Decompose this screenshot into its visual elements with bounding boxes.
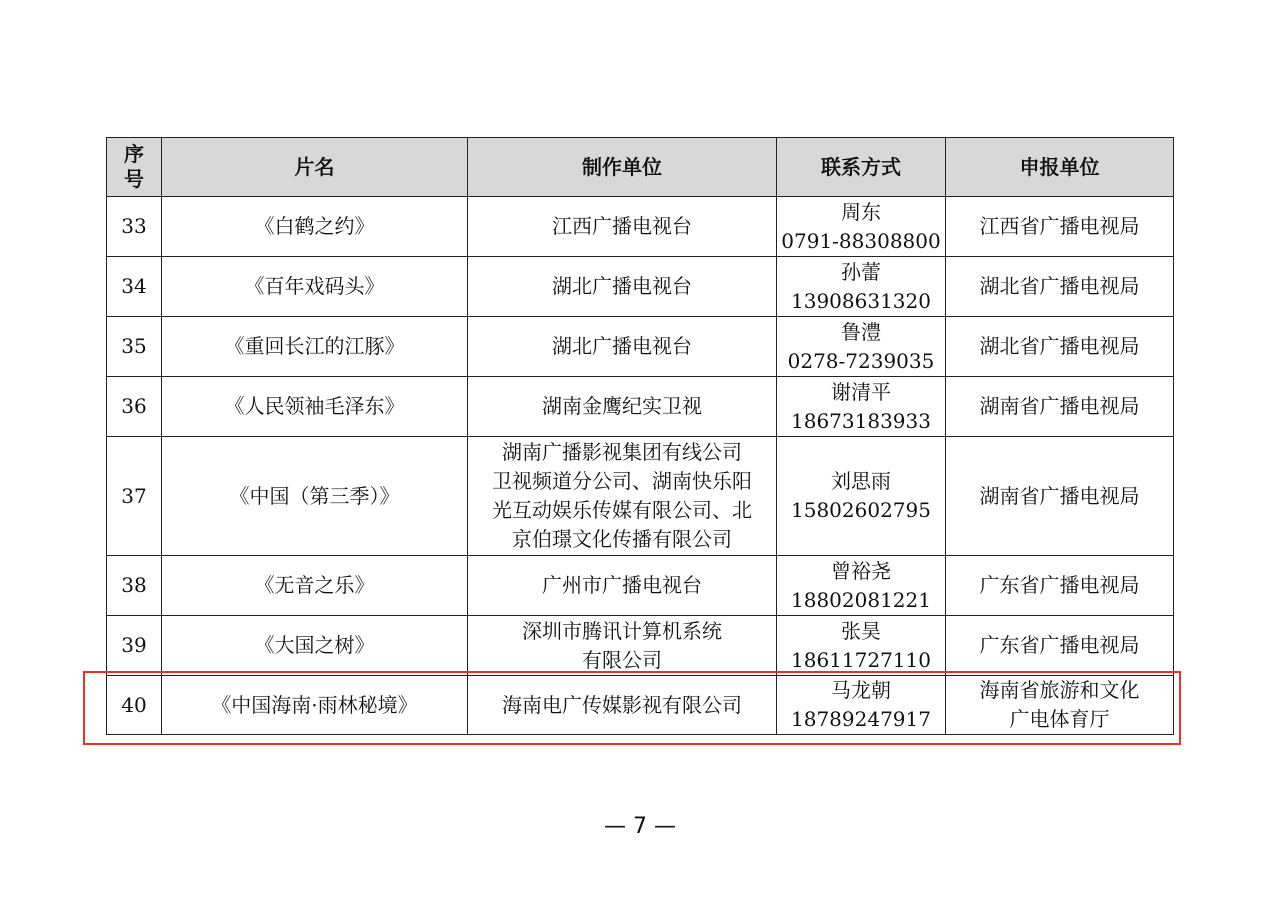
header-producer: 制作单位: [468, 138, 777, 197]
row-title: 《大国之树》: [162, 616, 468, 676]
row-applicant: [946, 676, 1174, 735]
contact-phone: 0791-88308800: [781, 228, 941, 253]
row-applicant: [946, 257, 1174, 317]
table-row: [107, 197, 1174, 257]
table-row-highlighted: [107, 676, 1174, 735]
row-seq: 40: [107, 676, 162, 735]
row-title: 《白鹤之约》: [162, 197, 468, 257]
table-row: [107, 556, 1174, 616]
row-producer: [468, 377, 777, 437]
applicant-line: 湖北省广播电视局: [979, 274, 1140, 298]
row-applicant: [946, 437, 1174, 556]
row-title: 《重回长江的江豚》: [162, 317, 468, 377]
table-row: [107, 317, 1174, 377]
header-contact: 联系方式: [777, 138, 946, 197]
applicant-line: 湖南省广播电视局: [979, 483, 1140, 508]
contact-phone: 13908631320: [791, 288, 931, 313]
table-header-row: [107, 138, 1174, 197]
applicant-line: 海南省旅游和文化: [979, 678, 1140, 702]
row-contact: [777, 317, 946, 377]
table-row: [107, 257, 1174, 317]
table-row: [107, 377, 1174, 437]
contact-name: 鲁澧: [841, 319, 881, 344]
producer-line: 湖南金鹰纪实卫视: [542, 394, 702, 418]
producer-line: 有限公司: [582, 647, 662, 672]
page-number: — 7 —: [604, 814, 676, 839]
documentary-roster-table: [106, 137, 1174, 735]
producer-line: 京伯璟文化传播有限公司: [512, 527, 732, 551]
row-seq: 36: [107, 377, 162, 437]
contact-name: 孙蕾: [841, 259, 881, 284]
contact-phone: 18789247917: [791, 707, 931, 731]
row-seq: 34: [107, 257, 162, 317]
row-contact: [777, 676, 946, 735]
row-seq: 39: [107, 616, 162, 676]
header-title: 片名: [162, 138, 468, 197]
contact-phone: 0278-7239035: [787, 348, 935, 373]
row-title: 《人民领袖毛泽东》: [162, 377, 468, 437]
producer-line: 湖北广播电视台: [552, 334, 692, 358]
row-applicant: [946, 616, 1174, 676]
row-seq: 33: [107, 197, 162, 257]
producer-line: 湖北广播电视台: [552, 274, 692, 298]
row-producer: [468, 556, 777, 616]
row-title: 《中国（第三季）》: [162, 437, 468, 556]
applicant-line: 江西省广播电视局: [979, 214, 1140, 238]
applicant-line: 广东省广播电视局: [979, 633, 1140, 657]
contact-phone: 18673183933: [791, 408, 931, 433]
row-contact: [777, 556, 946, 616]
row-contact: [777, 377, 946, 437]
applicant-line: 湖北省广播电视局: [979, 334, 1140, 358]
row-contact: [777, 197, 946, 257]
producer-line: 湖南广播影视集团有线公司: [502, 440, 742, 464]
contact-name: 马龙朝: [831, 678, 891, 702]
contact-name: 谢清平: [831, 379, 891, 404]
producer-line: 广州市广播电视台: [542, 573, 702, 597]
producer-line: 光互动娱乐传媒有限公司、北: [492, 498, 752, 522]
row-contact: [777, 437, 946, 556]
header-seq: [107, 138, 162, 197]
row-seq: 38: [107, 556, 162, 616]
row-applicant: [946, 556, 1174, 616]
contact-name: 张昊: [841, 618, 881, 643]
applicant-line: 广电体育厅: [1009, 707, 1110, 731]
row-applicant: [946, 317, 1174, 377]
header-applicant: 申报单位: [946, 138, 1174, 197]
row-producer: [468, 257, 777, 317]
row-title: 《中国海南·雨林秘境》: [162, 676, 468, 735]
table-row: [107, 616, 1174, 676]
row-producer: [468, 197, 777, 257]
applicant-line: 湖南省广播电视局: [979, 394, 1140, 418]
contact-phone: 18802081221: [791, 587, 931, 612]
producer-line: 深圳市腾讯计算机系统: [522, 618, 722, 643]
header-seq-line2: 号: [124, 167, 144, 191]
contact-phone: 15802602795: [791, 498, 931, 522]
row-applicant: [946, 377, 1174, 437]
applicant-line: 广东省广播电视局: [979, 573, 1140, 597]
row-producer: [468, 437, 777, 556]
contact-name: 周东: [841, 199, 881, 224]
contact-name: 刘思雨: [831, 469, 891, 493]
row-applicant: [946, 197, 1174, 257]
contact-name: 曾裕尧: [831, 558, 891, 583]
header-seq-line1: 序: [124, 142, 144, 166]
row-title: 《无音之乐》: [162, 556, 468, 616]
table-row: [107, 437, 1174, 556]
row-producer: [468, 616, 777, 676]
row-title: 《百年戏码头》: [162, 257, 468, 317]
row-seq: 37: [107, 437, 162, 556]
contact-phone: 18611727110: [791, 647, 931, 672]
row-seq: 35: [107, 317, 162, 377]
row-producer: [468, 317, 777, 377]
producer-line: 海南电广传媒影视有限公司: [502, 692, 742, 717]
producer-line: 江西广播电视台: [552, 214, 692, 238]
row-contact: [777, 616, 946, 676]
row-producer: [468, 676, 777, 735]
row-contact: [777, 257, 946, 317]
producer-line: 卫视频道分公司、湖南快乐阳: [492, 469, 752, 493]
